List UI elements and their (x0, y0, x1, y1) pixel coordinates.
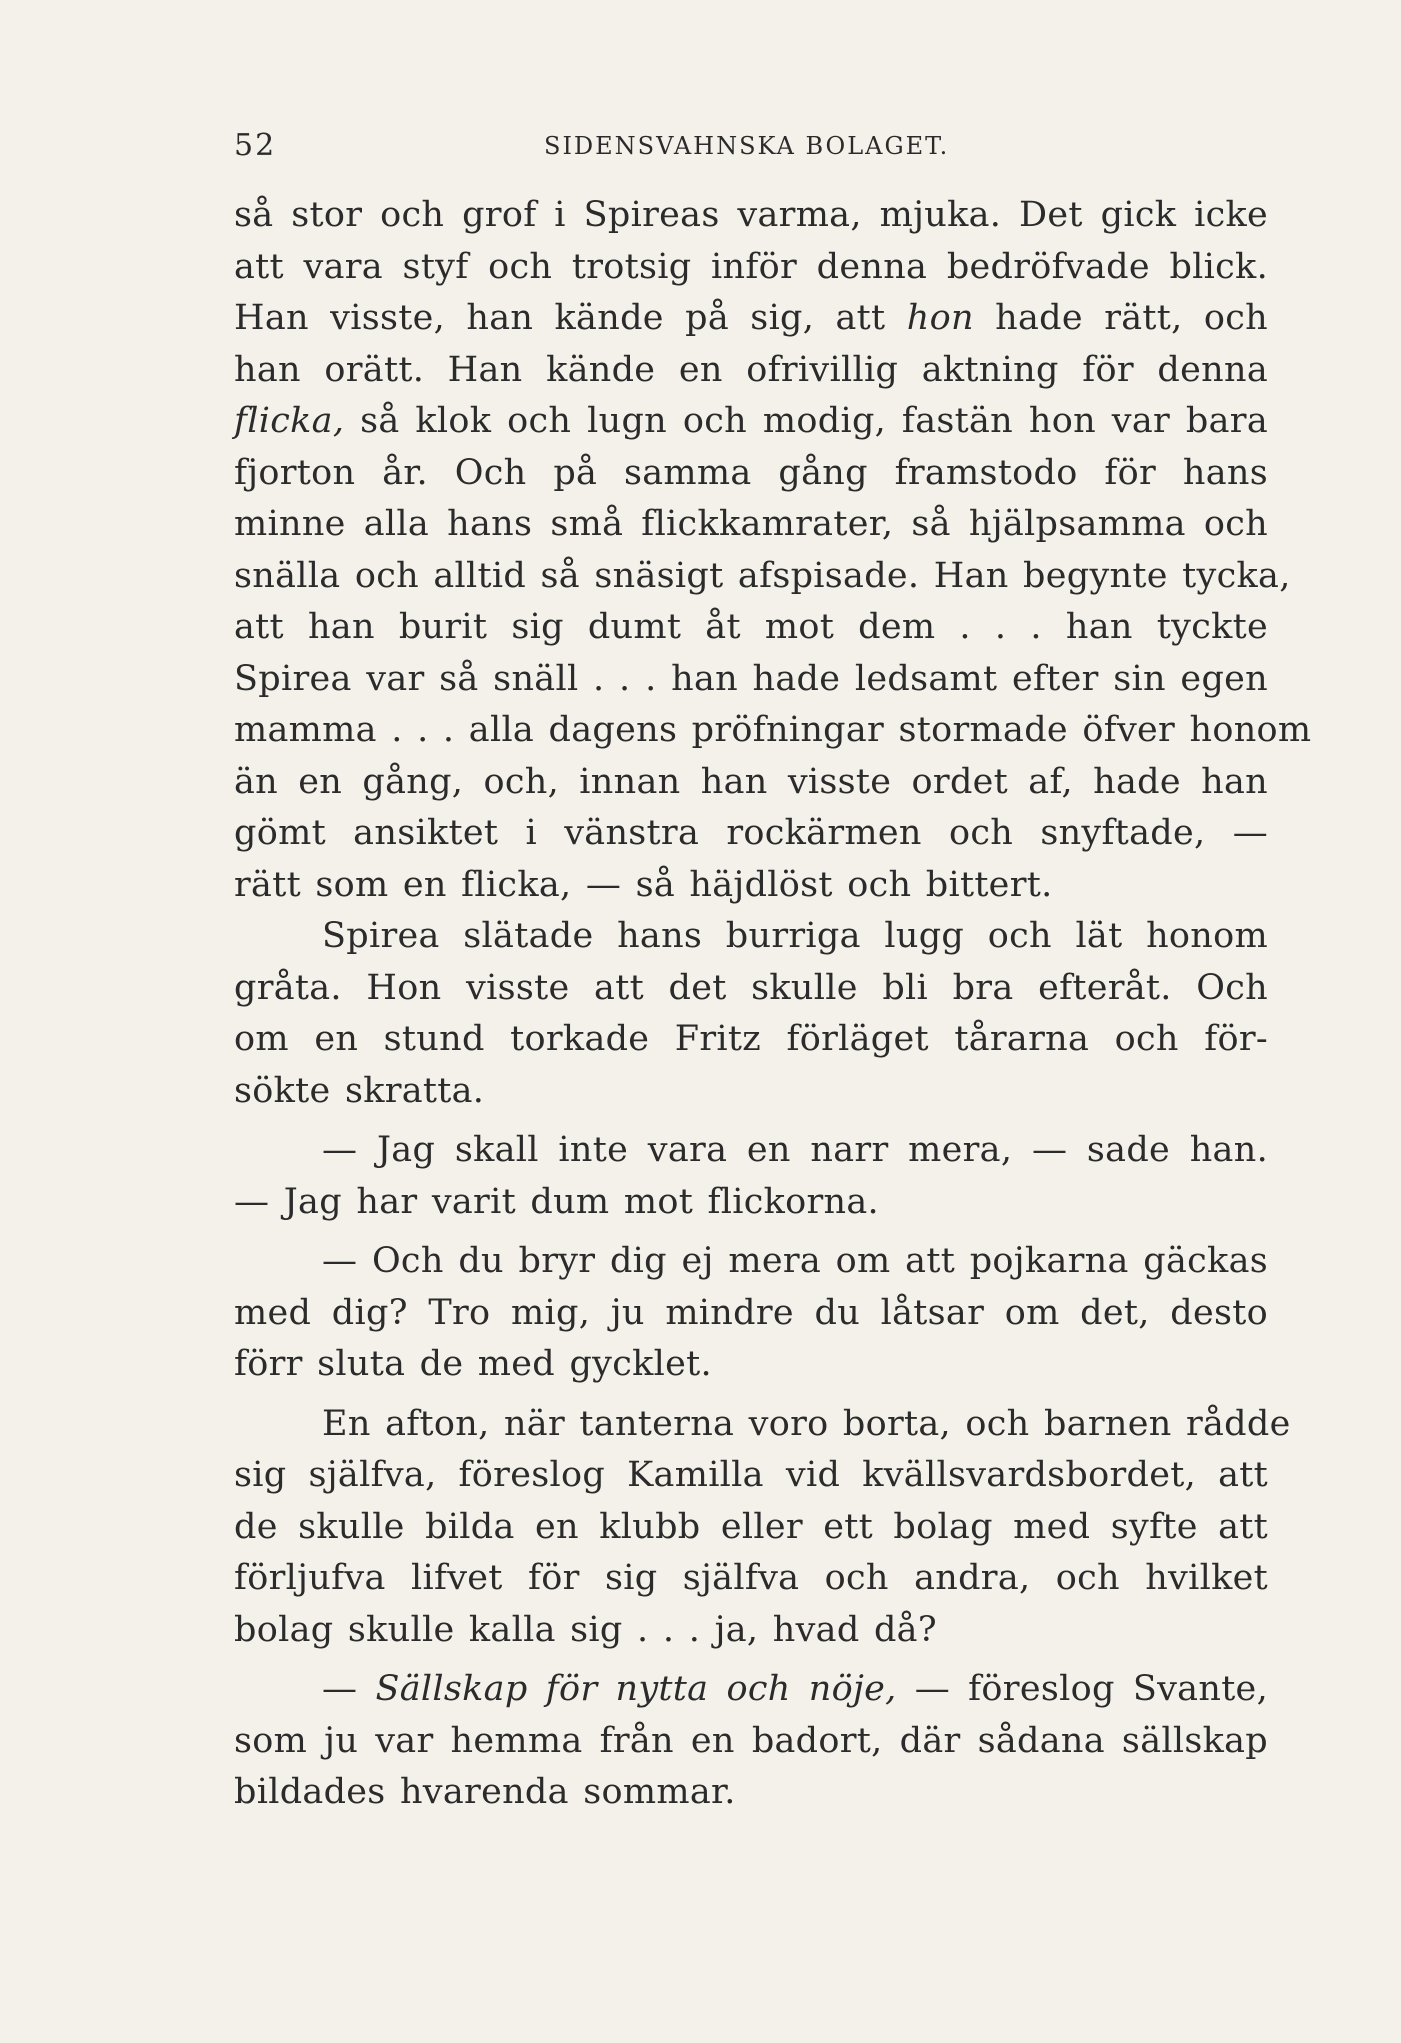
text-segment: sökte skratta. (234, 1070, 485, 1111)
text-segment: — föreslog Svante, (896, 1669, 1268, 1709)
text-segment: Spirea var så snäll . . . han hade ledsamt efter sin egen (234, 658, 1268, 699)
text-segment: — Och du bryr dig ej mera om att pojkarna gäckas (322, 1241, 1268, 1281)
text-line (234, 1767, 1268, 1819)
text-segment: att vara styf och trotsig inför denna bedröfvade blick. (234, 246, 1268, 287)
text-line (234, 1502, 1268, 1554)
text-segment: som ju var hemma från en badort, där sådana sällskap (234, 1720, 1268, 1761)
text-line (234, 654, 1268, 706)
text-line (234, 1288, 1268, 1340)
text-segment: — (322, 1669, 376, 1709)
text-line (234, 602, 1268, 654)
text-line (234, 1450, 1268, 1502)
text-segment: En afton, när tanterna voro borta, och barnen rådde (322, 1403, 1291, 1444)
text-line (234, 757, 1268, 809)
text-segment: så klok och lugn och modig, fastän hon var bara (344, 401, 1268, 441)
text-line (234, 190, 1268, 242)
italic-text: flicka, (234, 401, 345, 441)
running-head: SIDENSVAHNSKA BOLAGET. (544, 132, 950, 160)
text-line (234, 345, 1268, 397)
text-line (234, 1014, 1268, 1066)
text-line (234, 551, 1291, 603)
text-line (234, 448, 1268, 500)
body-text (234, 190, 1312, 1819)
text-segment: mamma . . . alla dagens pröfningar stormade öfver honom (234, 710, 1312, 750)
text-line (234, 396, 1268, 448)
text-segment: förr sluta de med gycklet. (234, 1344, 712, 1384)
text-segment: Spirea slätade hans burriga lugg och lät honom (322, 916, 1268, 956)
text-line (234, 1553, 1268, 1605)
text-segment: hade rätt, och (973, 298, 1268, 338)
text-segment: rätt som en flicka, — så häjdlöst och bittert. (234, 864, 1053, 905)
text-line (234, 1716, 1268, 1768)
text-segment: minne alla hans små flickkamrater, så hjälpsamma och (234, 504, 1268, 544)
text-segment: gråta. Hon visste att det skulle bli bra efteråt. Och (234, 967, 1268, 1008)
text-line (234, 1339, 1268, 1391)
text-segment: gömt ansiktet i vänstra rockärmen och snyftade, — (234, 813, 1268, 853)
text-segment: han orätt. Han kände en ofrivillig aktning för denna (234, 349, 1268, 390)
text-line (234, 242, 1268, 294)
text-segment: så stor och grof i Spireas varma, mjuka. Det gick icke (234, 195, 1268, 235)
text-segment: — Jag har varit dum mot flickorna. (234, 1181, 879, 1222)
text-line (234, 808, 1268, 860)
italic-text: Sällskap för nytta och nöje, (375, 1669, 897, 1709)
italic-text: hon (906, 298, 974, 338)
text-segment: — Jag skall inte vara en narr mera, — sade han. (322, 1130, 1268, 1170)
text-line (234, 1399, 1291, 1451)
text-segment: bolag skulle kalla sig . . . ja, hvad då? (234, 1609, 937, 1650)
text-segment: förljufva lifvet för sig själfva och andra, och hvilket (234, 1558, 1268, 1598)
text-line (234, 1066, 1268, 1118)
text-line (234, 860, 1268, 912)
text-line (234, 1177, 1268, 1229)
text-line (234, 293, 1268, 345)
text-segment: med dig? Tro mig, ju mindre du låtsar om det, desto (234, 1292, 1268, 1333)
text-line (234, 963, 1268, 1015)
text-line (234, 911, 1268, 963)
text-segment: Han visste, han kände på sig, att (234, 298, 907, 338)
text-line (234, 499, 1268, 551)
text-segment: att han burit sig dumt åt mot dem . . . han tyckte (234, 607, 1268, 647)
text-line (234, 705, 1312, 757)
text-line (234, 1605, 1268, 1657)
text-segment: bildades hvarenda sommar. (234, 1772, 736, 1812)
text-segment: fjorton år. Och på samma gång framstodo för hans (234, 452, 1268, 493)
text-line (234, 1125, 1268, 1177)
page-number: 52 (234, 128, 277, 163)
text-line (234, 1236, 1268, 1288)
text-segment: snälla och alltid så snäsigt afspisade. Han begynte tycka, (234, 555, 1291, 596)
text-segment: om en stund torkade Fritz förläget tårarna och för- (234, 1019, 1268, 1059)
text-segment: än en gång, och, innan han visste ordet af, hade han (234, 761, 1268, 802)
text-line (234, 1664, 1268, 1716)
text-segment: de skulle bilda en klubb eller ett bolag med syfte att (234, 1506, 1268, 1547)
text-segment: sig själfva, föreslog Kamilla vid kvällsvardsbordet, att (234, 1455, 1268, 1495)
page-header (234, 128, 1214, 168)
